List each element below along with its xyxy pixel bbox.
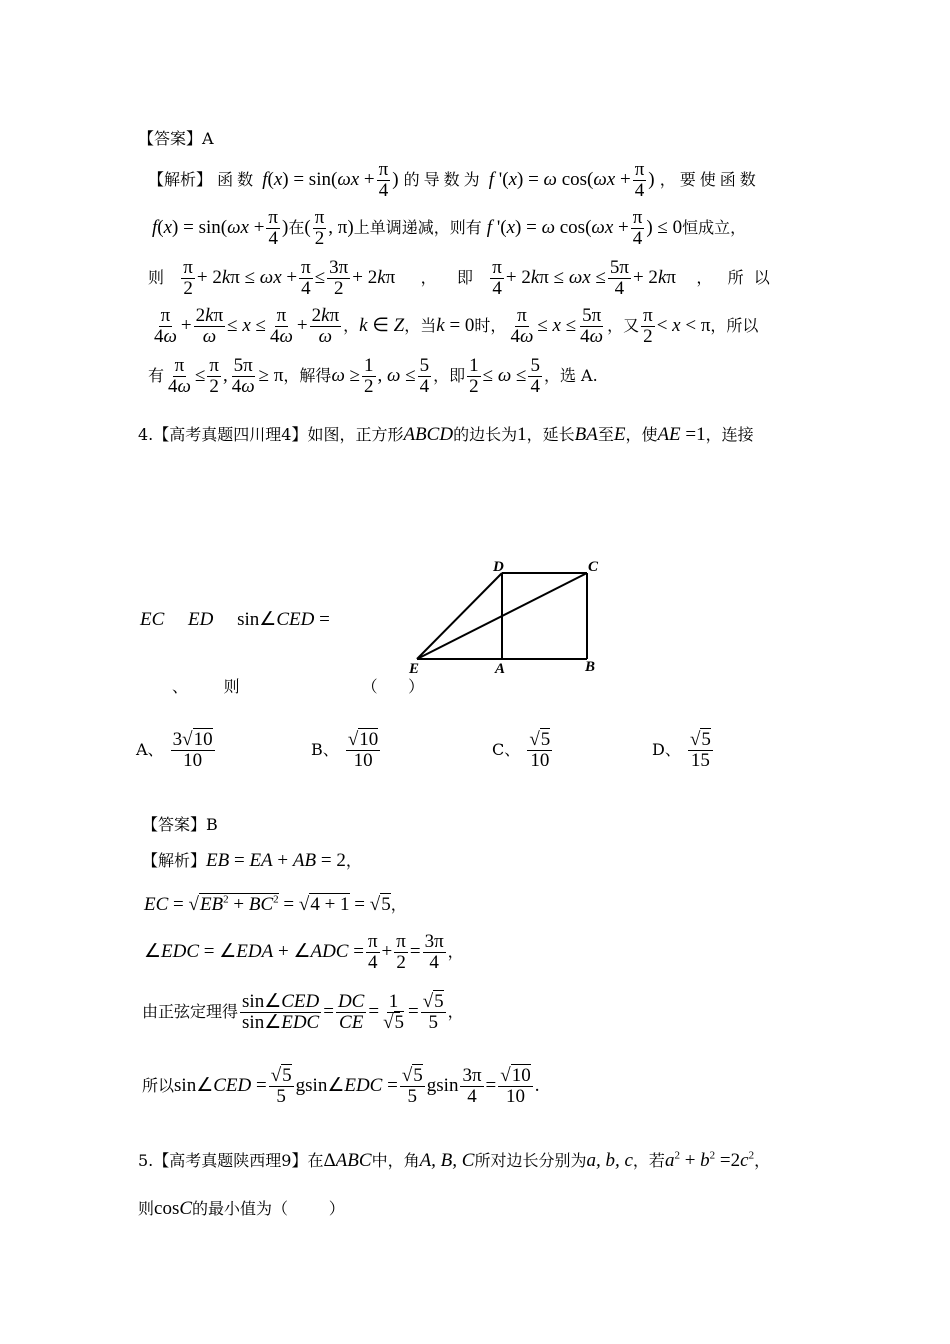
choice-c[interactable]: C、 $\frac{√5}{10}$: [492, 729, 551, 771]
analysis-line: 【解析】EB = EA + AB = 2，: [142, 850, 362, 871]
question-4-expression: EC ED sin∠CED =: [140, 609, 330, 630]
analysis-line: EC = $√EB^2 + BC^2 = √4 + 1 = √5$，: [144, 893, 407, 915]
choice-letter: D、: [652, 739, 681, 759]
analysis-line: 所以sin∠CED = $\frac{√5}{5}$ gsin∠EDC = $\frac{√5}{5}$ gsin $\frac{3\pi}{4}$ = $\frac{√10}{10}$ .: [142, 1065, 540, 1107]
label-e: E: [409, 661, 420, 677]
analysis-label: 【解析】: [148, 169, 213, 189]
answer-line: 【答案】A: [138, 129, 214, 148]
answer-line: 【答案】B: [142, 815, 218, 834]
choice-letter: C、: [492, 739, 521, 759]
label-c: C: [588, 559, 599, 575]
choice-letter: B、: [311, 739, 339, 759]
question-5-header: 5.【高考真题陕西理9】在ΔABC中，角A, B, C所对边长分别为a, b, c，若$a^2 + b^2 =2c^2$，: [138, 1149, 771, 1171]
choice-a[interactable]: A、 $\frac{3√10}{10}$: [136, 729, 213, 771]
question-4-header: 4.【高考真题四川理4】如图，正方形ABCD的边长为1，延长BA至E，使AE =1，连接: [138, 424, 754, 445]
choice-d[interactable]: D、 $\frac{√5}{15}$: [652, 729, 711, 771]
label-a: A: [495, 661, 506, 677]
choice-b[interactable]: B、 $\frac{√10}{10}$: [311, 729, 379, 771]
analysis-line: f(x) = sin(ωx + $\frac{\pi}{4}$ )在( $\frac{\pi}{2}$ , π)上单调递减，则有 f '(x) = ω cos(ωx + $\frac{\pi}{4}$ ) ≤ 0恒成立，: [152, 207, 747, 249]
analysis-label: 【解析】: [142, 851, 207, 870]
analysis-line: 有 $\frac{\pi}{4\omega}$ ≤ $\frac{\pi}{2}$ , $\frac{5\pi}{4\omega}$ ≥ π，解得ω ≥ $\frac{1}{2}$ , ω ≤ $\frac{5}{4}$ ，即 $\frac{1}{2}$ ≤ ω ≤ $\frac{5}{4}$ ，选 A.: [148, 355, 598, 397]
choice-letter: A、: [136, 739, 164, 759]
square-figure: [405, 555, 605, 677]
label-d: D: [493, 559, 504, 575]
analysis-line: 则 $\frac{\pi}{2}$ + 2kπ ≤ ωx + $\frac{\pi}{4}$ ≤ $\frac{3\pi}{2}$ + 2kπ ， 即 $\frac{\pi}{4}$ + 2kπ ≤ ωx ≤ $\frac{5\pi}{4}$ + 2kπ ， 所 以: [148, 257, 770, 299]
analysis-line: 由正弦定理得 $\frac{\text{sin∠CED}}{\text{sin∠EDC}}$ = $\frac{DC}{CE}$ = $\frac{1}{√5}$ = $\frac{√5}{5}$ ，: [142, 991, 464, 1033]
analysis-line: 【解析】 函数 f(x) = sin(ωx + $\frac{\pi}{4}$ ) 的导数为 f '(x) = ω cos(ωx + $\frac{\pi}{4}$ ) ，要使函数: [148, 159, 760, 201]
analysis-line: ∠EDC = ∠EDA + ∠ADC = $\frac{\pi}{4}$ + $\frac{\pi}{2}$ = $\frac{3\pi}{4}$ ，: [144, 931, 464, 973]
analysis-line: $\frac{\pi}{4\omega}$ + $\frac{2k\pi}{\omega}$ ≤ x ≤ $\frac{\pi}{4\omega}$ + $\frac{2k\pi}{\omega}$ ，k ∈ Z，当k = 0时， $\frac{\pi}{4\omega}$ ≤ x ≤ $\frac{5\pi}{4\omega}$ ，又 $\frac{\pi}{2}$ < x < π，所以: [154, 305, 759, 347]
label-b: B: [585, 659, 596, 675]
question-5-line2: 则cosC的最小值为（ ）: [138, 1198, 345, 1219]
question-4-bracket: 、 则 （ ）: [172, 677, 425, 696]
